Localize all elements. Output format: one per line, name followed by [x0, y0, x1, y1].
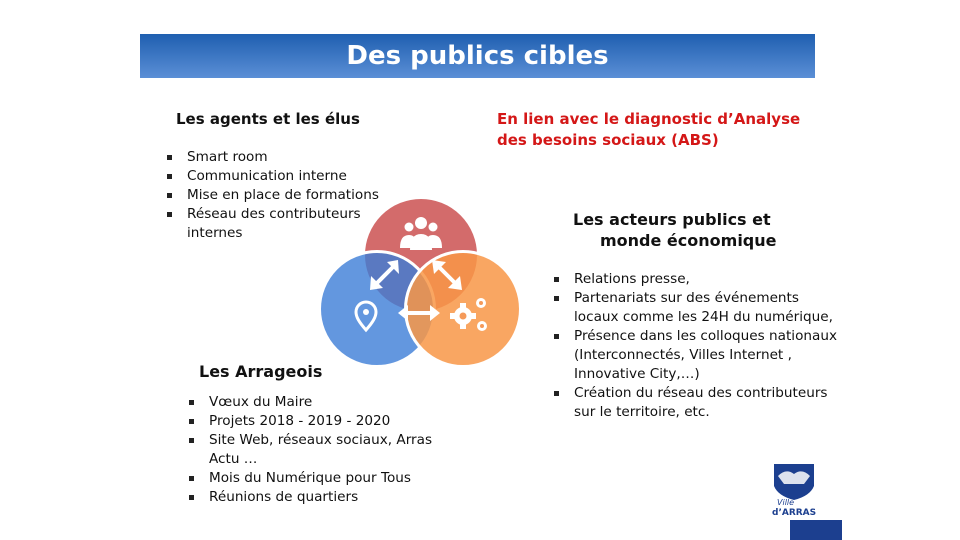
venn-icons — [300, 190, 540, 380]
list-item: Site Web, réseaux sociaux, Arras Actu … — [185, 431, 435, 469]
list-item: Mise en place de formations — [163, 186, 388, 205]
gears-icon — [450, 298, 487, 331]
agents-heading: Les agents et les élus — [176, 110, 360, 128]
double-arrow-icon — [398, 305, 440, 321]
group-icon — [400, 217, 442, 250]
list-item: Réseau des contributeurs internes — [163, 205, 388, 243]
expand-arrows-icon — [370, 260, 462, 290]
acteurs-heading-line1: Les acteurs publics et — [573, 210, 771, 229]
list-item: Présence dans les colloques nationaux (Interconnectés, Villes Internet , Innovative City,…) — [550, 327, 840, 384]
logo-text-2: d’ARRAS — [772, 508, 817, 518]
acteurs-list — [550, 270, 840, 422]
venn-diagram — [300, 190, 540, 380]
ville-arras-logo — [768, 458, 822, 518]
list-item: Mois du Numérique pour Tous — [185, 469, 435, 488]
list-item: Réunions de quartiers — [185, 488, 435, 507]
list-item: Création du réseau des contributeurs sur le territoire, etc. — [550, 384, 840, 422]
acteurs-heading — [573, 209, 777, 251]
arrageois-heading: Les Arrageois — [199, 362, 323, 381]
arrageois-list — [185, 393, 435, 507]
logo-bar — [790, 520, 842, 540]
logo-text-1: Ville — [777, 498, 795, 507]
list-item: Projets 2018 - 2019 - 2020 — [185, 412, 435, 431]
acteurs-heading-line2: monde économique — [600, 231, 777, 250]
list-item: Relations presse, — [550, 270, 840, 289]
abs-heading — [497, 109, 800, 151]
slide-title: Des publics cibles — [346, 41, 609, 71]
title-bar — [140, 34, 815, 78]
list-item: Smart room — [163, 148, 388, 167]
list-item: Vœux du Maire — [185, 393, 435, 412]
list-item: Partenariats sur des événements locaux comme les 24H du numérique, — [550, 289, 840, 327]
location-pin-icon — [356, 302, 376, 330]
list-item: Communication interne — [163, 167, 388, 186]
abs-heading-line2: des besoins sociaux (ABS) — [497, 131, 719, 149]
abs-heading-line1: En lien avec le diagnostic d’Analyse — [497, 110, 801, 128]
